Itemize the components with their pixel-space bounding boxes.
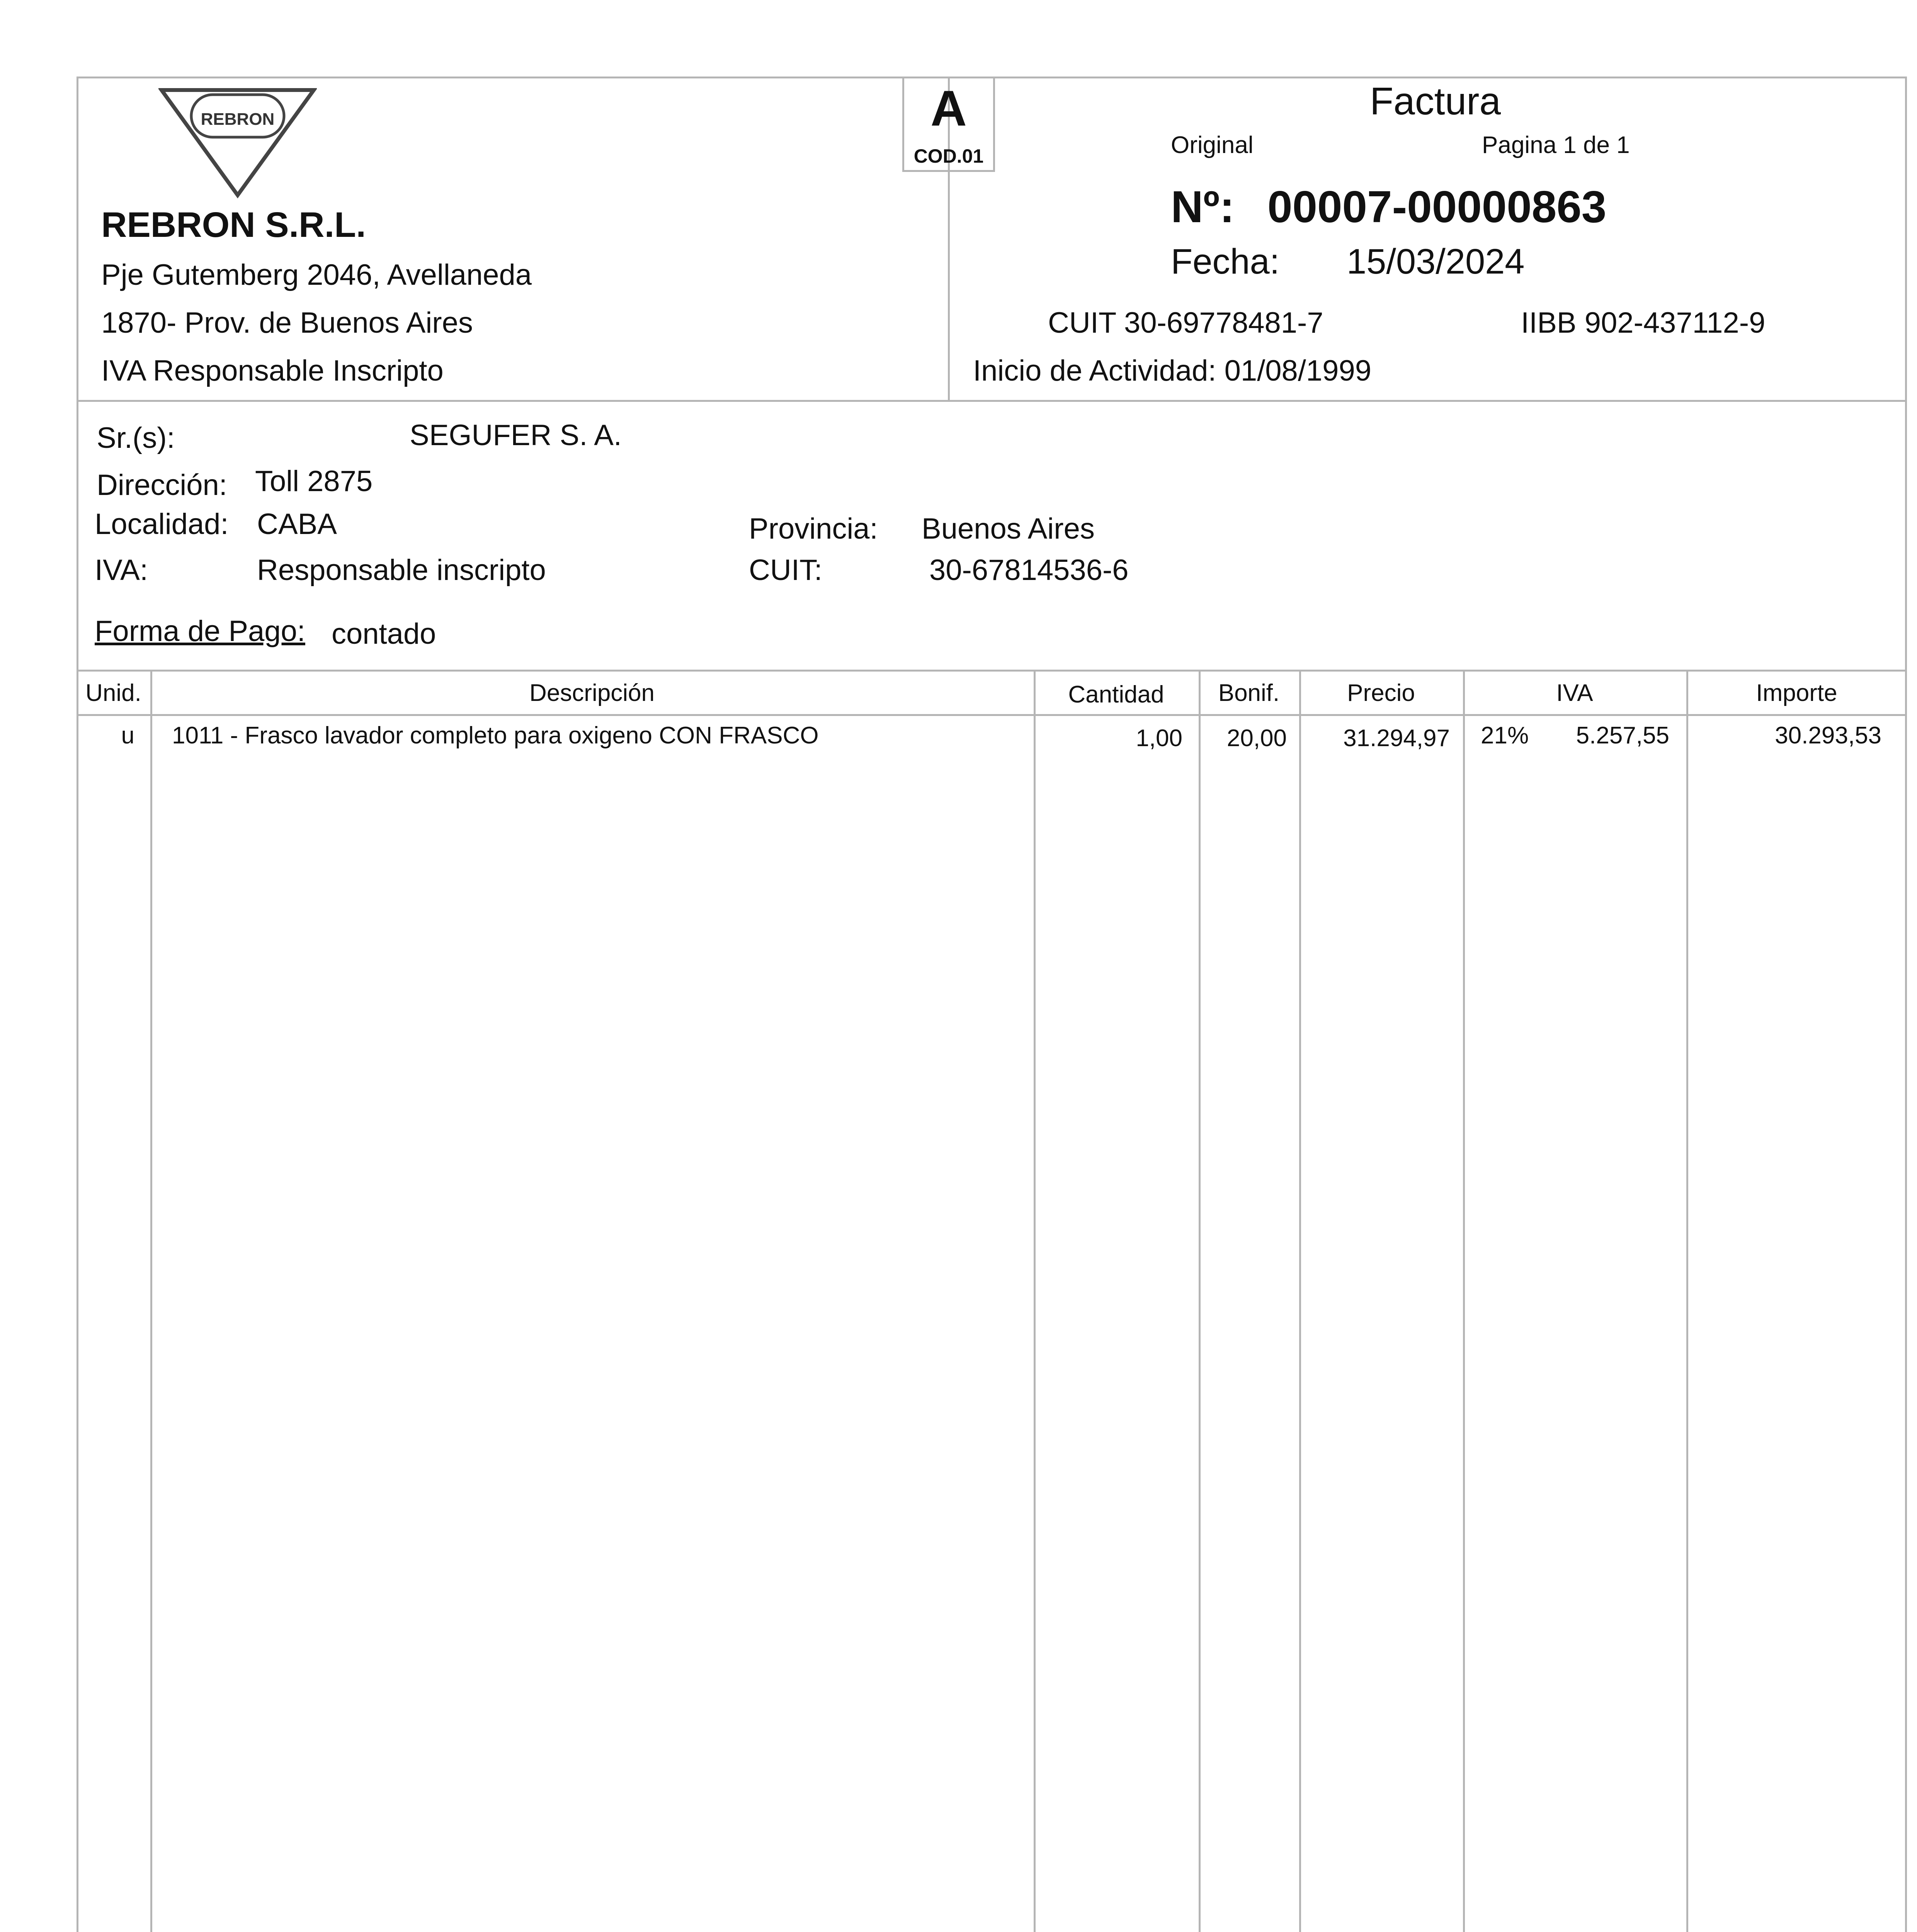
company-city: 1870- Prov. de Buenos Aires: [101, 306, 473, 339]
invoice-date-label: Fecha:: [1171, 242, 1280, 281]
rebron-logo: [158, 87, 317, 199]
header-bottom-line: [77, 400, 1907, 402]
doc-type-letter: A: [930, 80, 967, 136]
client-name: SEGUFER S. A.: [410, 419, 622, 452]
col-header-unit: Unid.: [85, 680, 141, 706]
col-line-price: [1463, 670, 1465, 1932]
company-cuit: CUIT 30-69778481-7: [1048, 306, 1323, 339]
invoice-date: 15/03/2024: [1347, 242, 1525, 281]
col-header-description: Descripción: [529, 680, 655, 706]
row-description: 1011 - Frasco lavador completo para oxigeno CON FRASCO: [172, 722, 819, 749]
row-iva-amount: 5.257,55: [1576, 722, 1669, 749]
col-line-quantity: [1199, 670, 1201, 1932]
client-province: Buenos Aires: [922, 512, 1095, 545]
company-address: Pje Gutemberg 2046, Avellaneda: [101, 259, 532, 291]
client-address: Toll 2875: [255, 465, 373, 498]
doc-type-code: COD.01: [913, 145, 984, 167]
client-cuit: 30-67814536-6: [929, 554, 1129, 587]
client-name-label: Sr.(s):: [97, 422, 175, 454]
row-unit: u: [121, 722, 134, 749]
client-province-label: Provincia:: [749, 512, 878, 545]
col-header-amount: Importe: [1756, 680, 1837, 706]
client-locality: CABA: [257, 508, 337, 541]
company-tax-status: IVA Responsable Inscripto: [101, 354, 444, 387]
col-line-iva: [1686, 670, 1688, 1932]
client-bottom-line: [77, 670, 1907, 672]
table-header-line: [77, 714, 1907, 716]
col-line-description: [1034, 670, 1036, 1932]
invoice-title: Factura: [1370, 80, 1501, 123]
payment-method: contado: [332, 617, 436, 650]
col-header-discount: Bonif.: [1218, 680, 1280, 706]
col-header-quantity: Cantidad: [1068, 681, 1164, 708]
client-cuit-label: CUIT:: [749, 554, 822, 587]
invoice-number-label: Nº:: [1171, 182, 1235, 232]
row-iva-rate: 21%: [1481, 722, 1529, 749]
payment-label: Forma de Pago:: [95, 615, 305, 648]
company-name: REBRON S.R.L.: [101, 205, 366, 245]
company-iibb: IIBB 902-437112-9: [1521, 306, 1766, 339]
row-quantity: 1,00: [1136, 725, 1182, 752]
client-locality-label: Localidad:: [95, 508, 229, 541]
row-price: 31.294,97: [1343, 725, 1450, 752]
invoice-number: 00007-00000863: [1267, 182, 1607, 232]
client-address-label: Dirección:: [97, 469, 227, 502]
col-header-price: Precio: [1347, 680, 1415, 706]
invoice-page: Pagina 1 de 1: [1482, 132, 1630, 158]
logo-text: REBRON: [201, 110, 275, 129]
col-line-unit: [150, 670, 152, 1932]
client-iva: Responsable inscripto: [257, 554, 546, 587]
row-discount: 20,00: [1226, 725, 1287, 752]
activity-start: Inicio de Actividad: 01/08/1999: [973, 354, 1371, 387]
col-header-iva: IVA: [1556, 680, 1593, 706]
row-amount: 30.293,53: [1775, 722, 1881, 749]
col-line-discount: [1299, 670, 1301, 1932]
client-iva-label: IVA:: [95, 554, 148, 587]
invoice-copy: Original: [1171, 132, 1254, 158]
